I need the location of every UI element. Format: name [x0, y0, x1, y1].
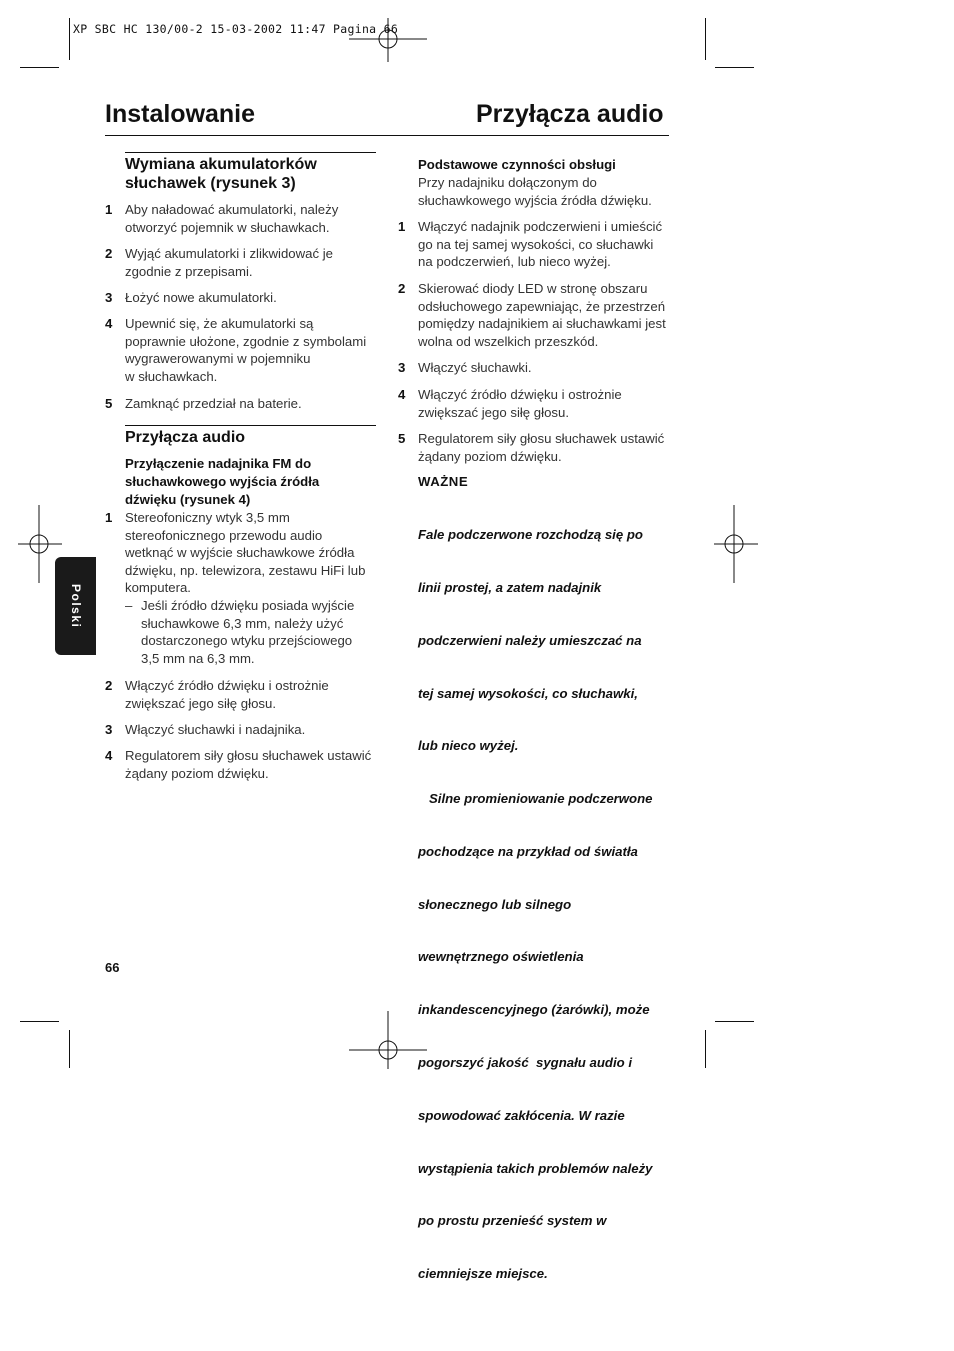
section-rule [125, 425, 376, 426]
section-rule [125, 152, 376, 153]
right-intro: Przy nadajniku dołączonym do słuchawkowego wyjścia źródła dźwięku. [418, 175, 652, 208]
crop-mark [705, 18, 706, 60]
crop-mark [715, 67, 754, 68]
crop-mark [20, 67, 59, 68]
section-subheading: Przyłączenie nadajnika FM do słuchawkowego wyjścia źródła dźwięku (rysunek 4) [125, 456, 320, 507]
language-tab-label: Polski [69, 583, 83, 629]
crop-mark [69, 18, 70, 60]
page-number: 66 [105, 960, 120, 975]
page-title-left: Instalowanie [105, 100, 256, 128]
page-title-right: Przyłącza audio [476, 100, 664, 128]
registration-mark-icon [349, 10, 427, 62]
section-heading: Przyłącza audio [125, 429, 246, 446]
registration-mark-icon [714, 505, 758, 583]
language-tab [55, 557, 96, 655]
important-label: WAŻNE [418, 474, 469, 489]
registration-mark-icon [349, 1011, 427, 1071]
section-heading: Wymiana akumulatorków słuchawek (rysunek 3) [125, 156, 317, 192]
crop-mark [705, 1030, 706, 1068]
crop-mark [715, 1021, 754, 1022]
right-heading: Podstawowe czynności obsługi [418, 157, 616, 172]
print-header: XP SBC HC 130/00-2 15-03-2002 11:47 Pagina 66 [73, 22, 399, 36]
crop-mark [20, 1021, 59, 1022]
important-text: Fale podczerwone rozchodzą się po linii prostej, a zatem nadajnik podczerwieni należy umieszczać na tej samej wysokości, co słuchawki, lub nieco wyżej. Silne promieniowanie podczerwone pochodzące na przykład od światła słonecznego lub silnego wewnętrznego oświetlenia inkandescencyjnego (żarówki), może pogorszyć jakość sygnału audio i spowodować zakłócenia. W razie wystąpienia takich problemów należy po prostu przenieść system w ciemniejsze miejsce. [418, 527, 653, 1282]
title-rule [105, 135, 669, 136]
crop-mark [69, 1030, 70, 1068]
